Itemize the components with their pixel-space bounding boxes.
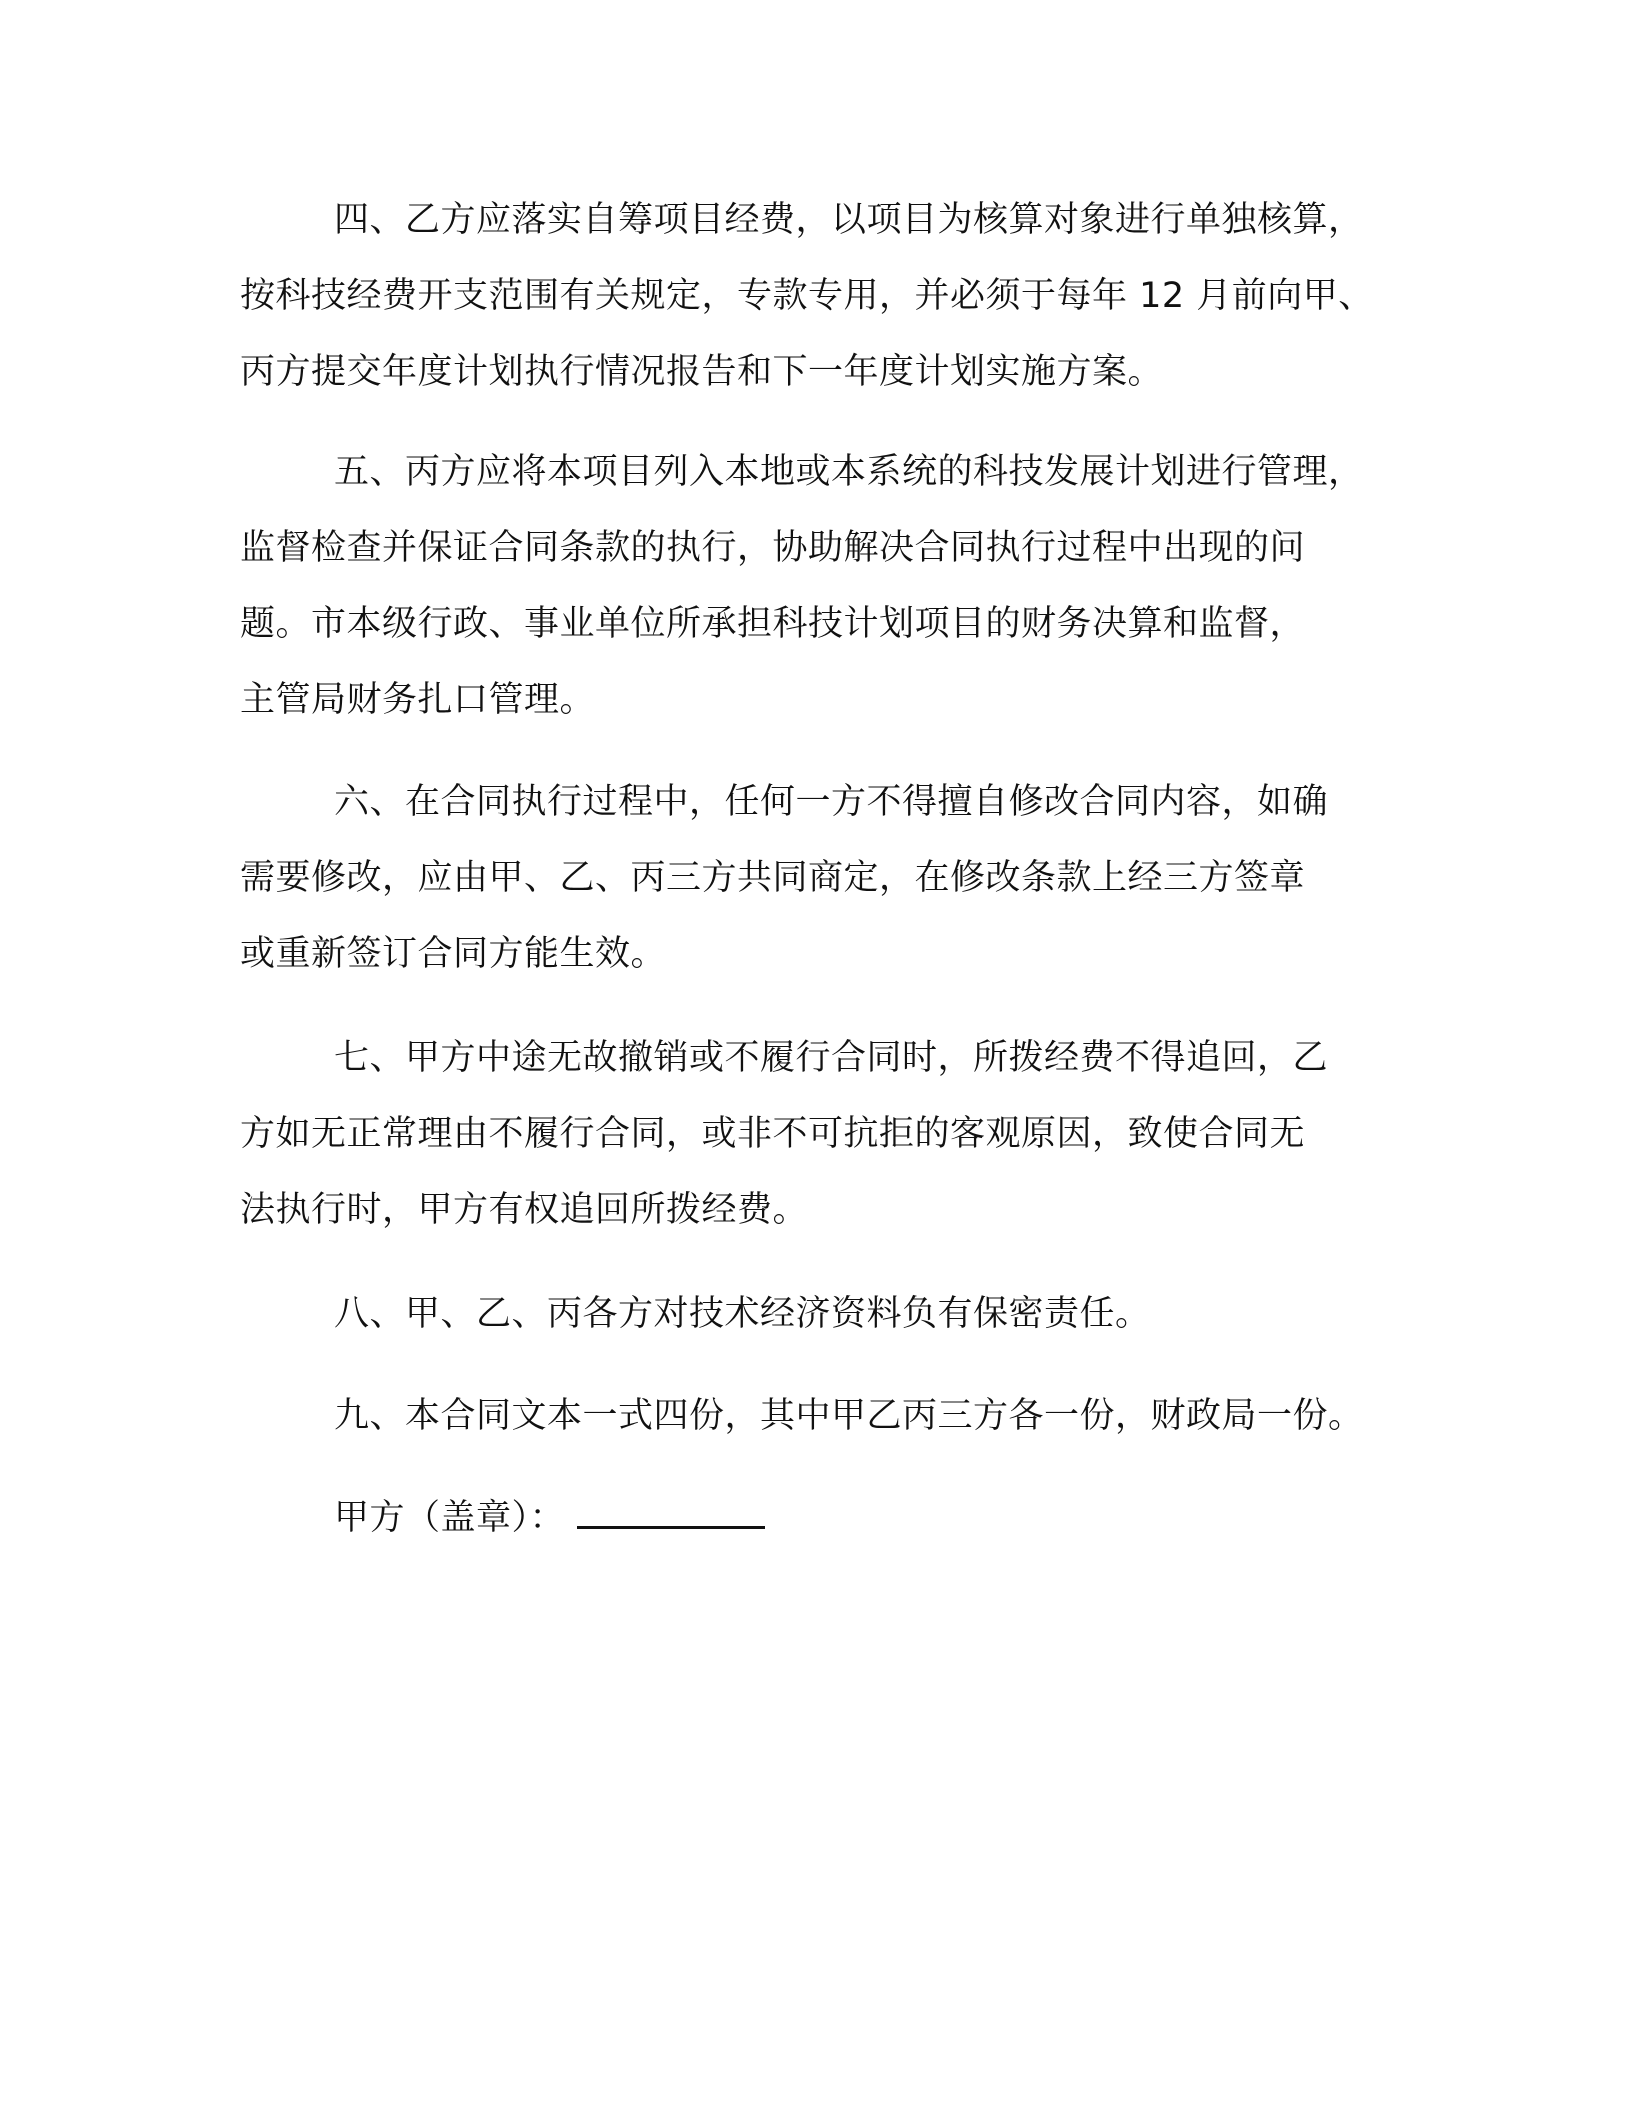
clause-7-line-1: 七、甲方中途无故撤销或不履行合同时，所拨经费不得追回，乙	[334, 1038, 1329, 1078]
clause-4-line-3: 丙方提交年度计划执行情况报告和下一年度计划实施方案。	[240, 352, 1164, 392]
clause-7-line-2: 方如无正常理由不履行合同，或非不可抗拒的客观原因，致使合同无	[240, 1114, 1306, 1154]
clause-5-line-3: 题。市本级行政、事业单位所承担科技计划项目的财务决算和监督，	[240, 604, 1306, 644]
clause-6-line-1: 六、在合同执行过程中，任何一方不得擅自修改合同内容，如确	[334, 782, 1329, 822]
clause-5-line-2: 监督检查并保证合同条款的执行，协助解决合同执行过程中出现的问	[240, 528, 1306, 568]
clause-7-line-3: 法执行时，甲方有权追回所拨经费。	[240, 1190, 809, 1230]
signature-line	[334, 1494, 765, 1542]
clause-9-line-1: 九、本合同文本一式四份，其中甲乙丙三方各一份，财政局一份。	[334, 1396, 1364, 1436]
clause-6-line-3: 或重新签订合同方能生效。	[240, 934, 667, 974]
clause-5-line-1: 五、丙方应将本项目列入本地或本系统的科技发展计划进行管理，	[334, 452, 1364, 492]
clause-4-line-2: 按科技经费开支范围有关规定，专款专用，并必须于每年 12 月前向甲、	[240, 276, 1374, 316]
clause-8-line-1: 八、甲、乙、丙各方对技术经济资料负有保密责任。	[334, 1294, 1151, 1334]
signature-label: 甲方（盖章）：	[334, 1498, 566, 1538]
clause-5-line-4: 主管局财务扎口管理。	[240, 680, 596, 720]
clause-4-line-1: 四、乙方应落实自筹项目经费，以项目为核算对象进行单独核算，	[334, 200, 1364, 240]
clause-6-line-2: 需要修改，应由甲、乙、丙三方共同商定，在修改条款上经三方签章	[240, 858, 1306, 898]
signature-blank	[577, 1496, 765, 1529]
